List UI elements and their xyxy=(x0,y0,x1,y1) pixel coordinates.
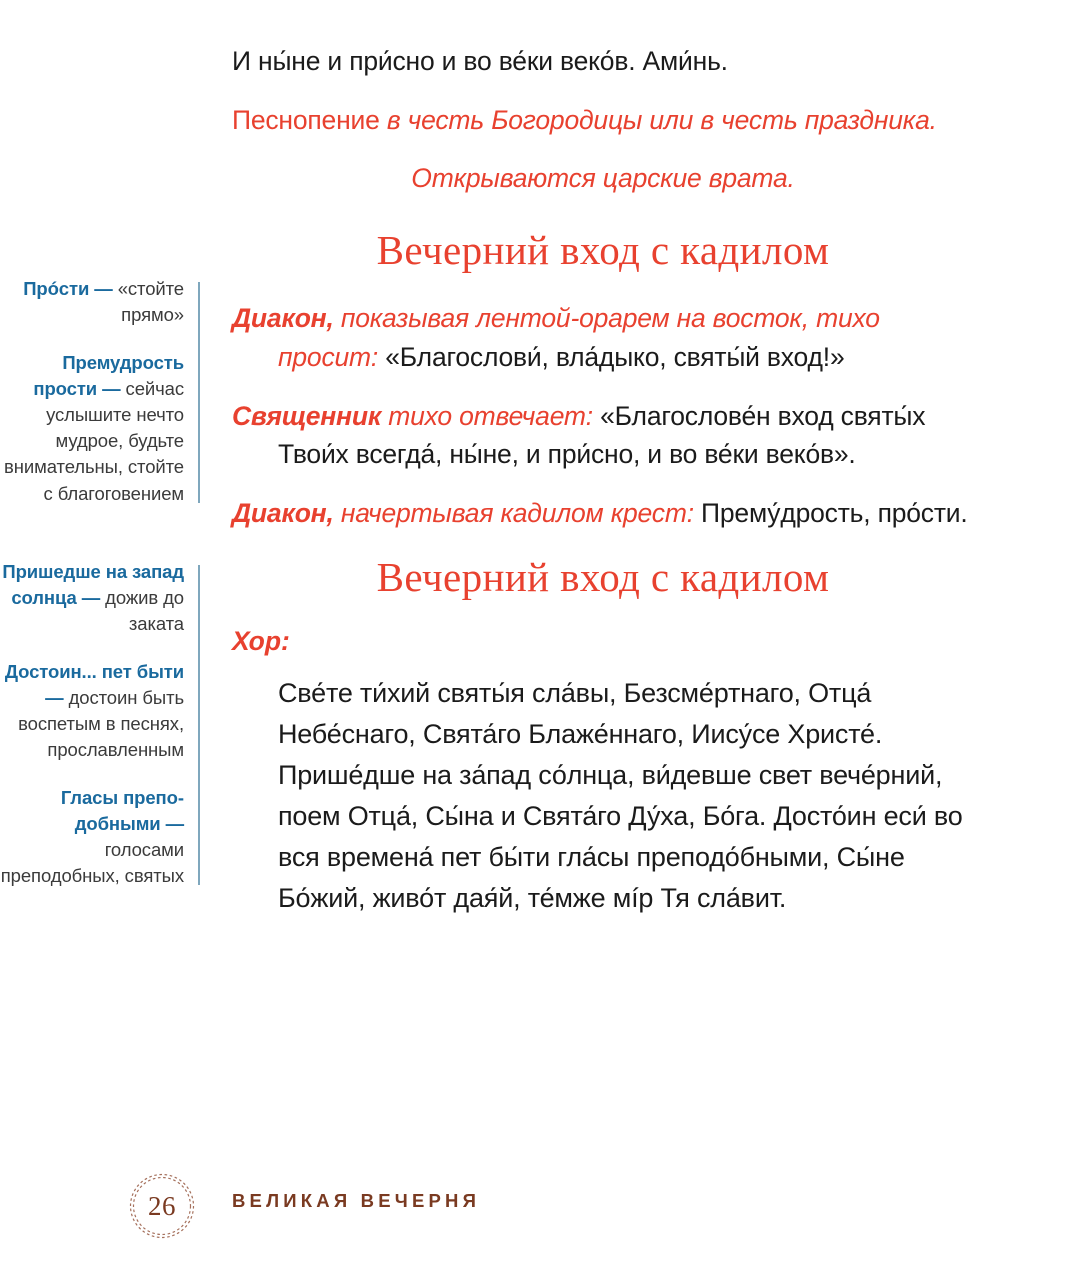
deacon-label: Диакон, xyxy=(232,303,334,334)
glossary-term: Премудрость прости — xyxy=(33,352,184,400)
doxology-paragraph: И ны́не и при́сно и во ве́ки веко́в. Ами́нь. xyxy=(232,46,728,76)
glossary-note xyxy=(0,659,184,763)
priest-label: Священник xyxy=(232,400,382,431)
glossary-note xyxy=(0,559,184,637)
deacon-spoken-text: Прему́дрость, про́сти. xyxy=(693,497,968,528)
priest-paragraph xyxy=(232,397,974,474)
main-text-column xyxy=(232,42,974,919)
glossary-note xyxy=(0,350,184,506)
glossary-term: Гласы преподобными — xyxy=(60,787,184,835)
folio-ornament xyxy=(126,1170,198,1242)
deacon-first-paragraph xyxy=(232,299,974,376)
hymn-rubric-italic: в честь Богородицы или в честь праздника. xyxy=(379,104,937,135)
page-footer xyxy=(0,1168,1071,1248)
hymn-rubric-paragraph xyxy=(232,101,974,140)
royal-gates-rubric xyxy=(232,159,974,198)
priest-stage-direction: тихо отвечает: xyxy=(381,400,593,431)
prayer-svete-tikhiy: Све́те ти́хий святы́я сла́вы, Безсме́ртнаго, Отца́ Небе́снаго, Свята́го Блаже́ннаго, Иису́се Христе́. Прише́дше на за́пад со́лнца, ви́девше свет вече́рний, поем Отца́, Сы́на и Свята́го Ду́ха, Бо́га. Досто́ин еси́ во вся времена́ пет бы́ти гла́сы преподо́бными, Сы́не Бо́жий, живо́т дая́й, те́мже мíр Тя сла́вит. xyxy=(278,677,963,913)
section-heading-evening-entrance-1: Вечерний вход с кадилом xyxy=(376,227,830,274)
sidebar-note-group xyxy=(0,276,200,507)
deacon-stage-direction: начертывая кадилом крест: xyxy=(333,497,694,528)
choir-label: Хор: xyxy=(232,625,290,656)
glossary-gloss: дожив до заката xyxy=(100,586,184,634)
deacon-stage-direction: показывая лентой-орарем на восток, тихо просит: xyxy=(278,303,880,372)
sidebar-glossary xyxy=(0,276,200,889)
glossary-gloss: голосами преподобных, святых xyxy=(0,839,184,887)
glossary-note xyxy=(0,276,184,328)
deacon-spoken-text: «Благослови́, вла́дыко, святы́й вход!» xyxy=(378,341,845,372)
running-head: ВЕЛИКАЯ ВЕЧЕРНЯ xyxy=(232,1190,481,1211)
glossary-term: Пришедше на запад солнца — xyxy=(2,560,184,608)
priest-spoken-text: «Благослове́н вход святы́х Твои́х всегда́, ны́не, и при́сно, и во ве́ки веко́в». xyxy=(278,400,926,470)
glossary-gloss: сейчас услышите нечто мудрое, будьте внимательны, стойте с благоговением xyxy=(4,378,184,504)
glossary-term: Прóсти — xyxy=(23,278,113,299)
page-number: 26 xyxy=(148,1190,176,1221)
deacon-label: Диакон, xyxy=(232,497,334,528)
royal-gates-rubric-text: Открываются царские врата. xyxy=(411,163,795,194)
glossary-term: Достоин... пет быти — xyxy=(4,660,184,708)
sidebar-note-group xyxy=(0,559,200,890)
deacon-second-paragraph xyxy=(232,494,974,533)
glossary-gloss: «стойте прямо» xyxy=(112,278,184,326)
glossary-gloss: достоин быть воспетым в песнях, прославленным xyxy=(18,686,184,761)
hymn-rubric-bold: Песнопение xyxy=(232,104,380,135)
glossary-note xyxy=(0,785,184,889)
section-heading-evening-entrance-2: Вечерний вход с кадилом xyxy=(376,553,830,600)
